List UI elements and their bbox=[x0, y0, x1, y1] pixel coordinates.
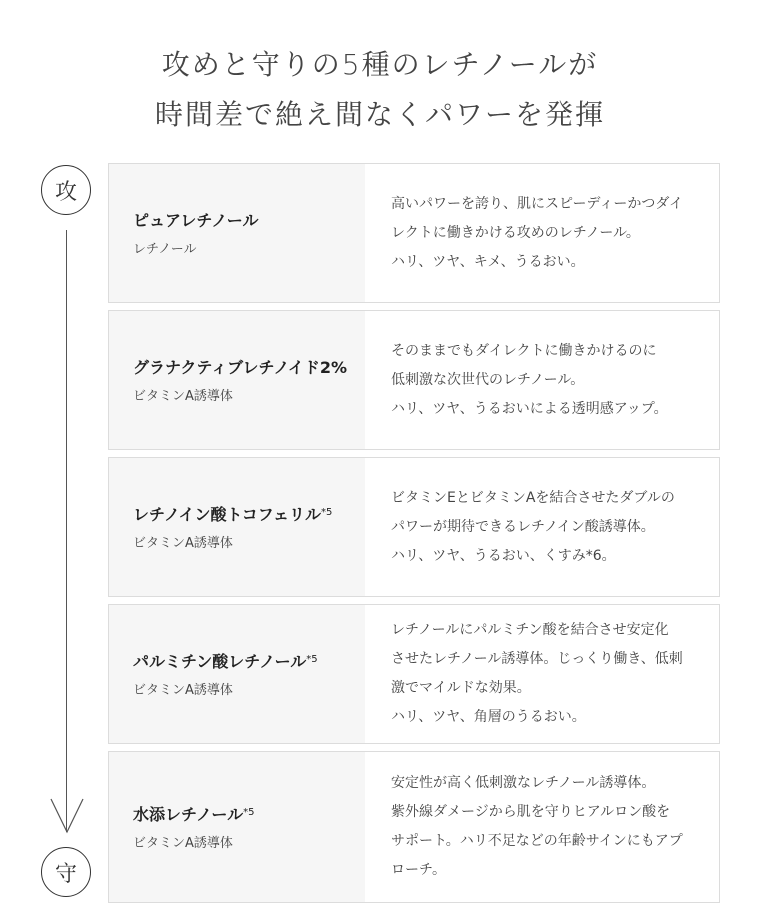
retinol-card-title-area bbox=[109, 605, 365, 743]
retinol-card-title-area bbox=[109, 311, 365, 449]
description-line: ローチ。 bbox=[391, 862, 447, 878]
description-line: 紫外線ダメージから肌を守りヒアルロン酸を bbox=[391, 804, 671, 820]
retinol-description bbox=[365, 605, 719, 743]
description-line: ビタミンEとビタミンAを結合させたダブルの bbox=[391, 489, 675, 506]
footnote-mark: *5 bbox=[243, 806, 255, 818]
description-line: ハリ、ツヤ、うるおい、くすみ*6。 bbox=[391, 547, 616, 564]
footnote-mark: *5 bbox=[306, 653, 318, 665]
footnote-mark: *5 bbox=[321, 506, 333, 518]
retinol-card bbox=[108, 604, 720, 744]
description-line: ハリ、ツヤ、うるおいによる透明感アップ。 bbox=[391, 400, 668, 417]
retinol-name: ピュアレチノール bbox=[133, 210, 259, 230]
defense-label-circle: 守 bbox=[41, 847, 91, 897]
retinol-name: パルミチン酸レチノール$^{*5}$ bbox=[133, 651, 318, 671]
retinol-type: レチノール bbox=[133, 241, 197, 257]
retinol-type: ビタミンA誘導体 bbox=[133, 682, 233, 698]
retinol-description bbox=[365, 164, 719, 302]
retinol-name: グラナクティブレチノイド2% bbox=[133, 357, 348, 377]
heading-line-1: 攻めと守りの5種のレチノールが bbox=[161, 48, 599, 81]
description-line: させたレチノール誘導体。じっくり働き、低刺 bbox=[391, 651, 683, 667]
retinol-name: 水添レチノール$^{*5}$ bbox=[133, 804, 255, 824]
heading-line-2: 時間差で絶え間なくパワーを発揮 bbox=[154, 98, 605, 131]
retinol-card-title-area bbox=[109, 752, 365, 902]
description-line: そのままでもダイレクトに働きかけるのに bbox=[391, 342, 657, 359]
retinol-list bbox=[108, 163, 720, 910]
retinol-description bbox=[365, 458, 719, 596]
retinol-type: ビタミンA誘導体 bbox=[133, 835, 233, 851]
description-line: 激でマイルドな効果。 bbox=[391, 680, 531, 696]
retinol-type: ビタミンA誘導体 bbox=[133, 535, 233, 551]
retinol-card bbox=[108, 163, 720, 303]
retinol-type: ビタミンA誘導体 bbox=[133, 388, 233, 404]
description-line: ハリ、ツヤ、角層のうるおい。 bbox=[391, 709, 586, 725]
retinol-card bbox=[108, 751, 720, 903]
retinol-description bbox=[365, 752, 719, 902]
timeline-axis-line bbox=[66, 230, 67, 832]
description-line: レチノールにパルミチン酸を結合させ安定化 bbox=[391, 622, 669, 638]
description-line: レクトに働きかける攻めのレチノール。 bbox=[391, 224, 640, 241]
retinol-name: レチノイン酸トコフェリル$^{*5}$ bbox=[133, 504, 333, 524]
retinol-card-title-area bbox=[109, 458, 365, 596]
page-heading bbox=[0, 40, 760, 140]
description-line: 高いパワーを誇り、肌にスピーディーかつダイ bbox=[391, 195, 684, 212]
description-line: サポート。ハリ不足などの年齢サインにもアプ bbox=[391, 833, 683, 849]
description-line: 安定性が高く低刺激なレチノール誘導体。 bbox=[391, 775, 656, 791]
description-line: パワーが期待できるレチノイン酸誘導体。 bbox=[391, 518, 655, 535]
attack-label-circle: 攻 bbox=[41, 165, 91, 215]
retinol-card bbox=[108, 310, 720, 450]
retinol-card bbox=[108, 457, 720, 597]
description-line: ハリ、ツヤ、キメ、うるおい。 bbox=[391, 253, 585, 270]
down-arrow-icon bbox=[50, 798, 84, 834]
retinol-card-title-area bbox=[109, 164, 365, 302]
description-line: 低刺激な次世代のレチノール。 bbox=[391, 371, 585, 388]
retinol-description bbox=[365, 311, 719, 449]
